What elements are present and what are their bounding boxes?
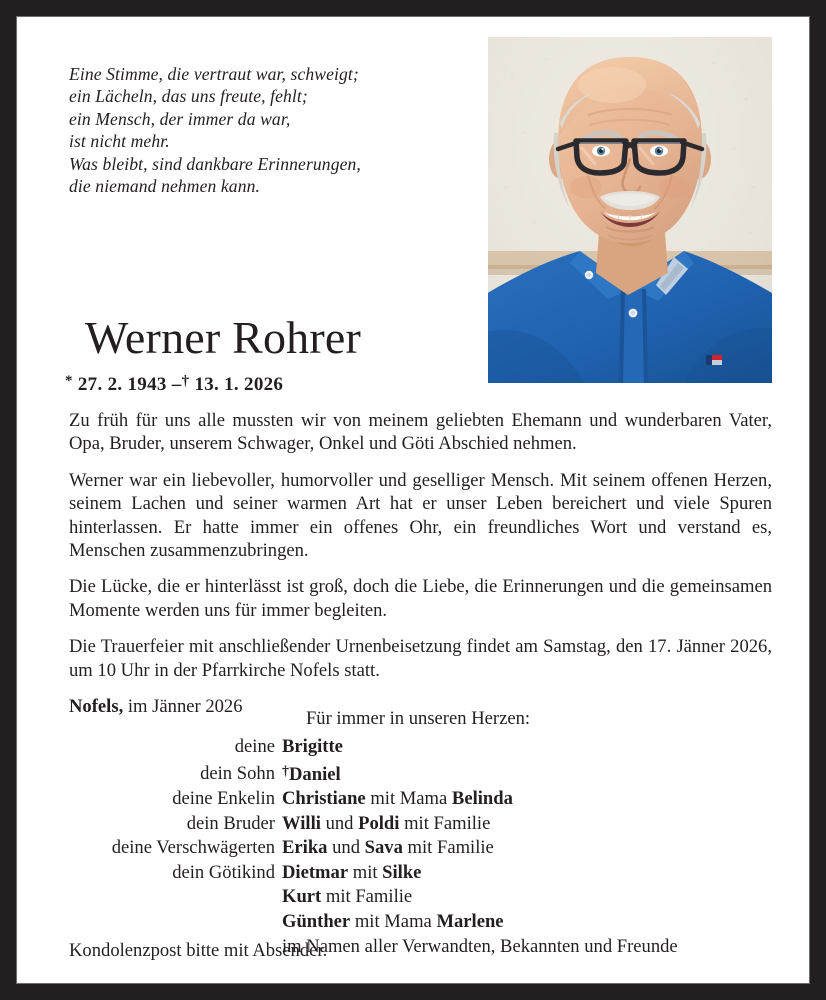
survivor-connector: und	[327, 837, 365, 859]
survivor-relation: deine	[234, 736, 275, 757]
survivor-connector: und	[320, 812, 359, 834]
survivor-row	[17, 861, 809, 886]
life-dates	[65, 373, 283, 396]
survivor-name	[282, 812, 809, 837]
survivor-connector: mit Mama	[365, 787, 452, 809]
survivor-name	[282, 735, 809, 760]
survivor-name	[282, 760, 809, 787]
survivor-secondary-name: Sava	[364, 837, 403, 859]
survivors-list	[17, 735, 809, 959]
survivor-primary-name: Dietmar	[282, 861, 349, 883]
deceased-name: Werner Rohrer	[85, 312, 362, 363]
survivor-secondary-name: Silke	[382, 861, 422, 883]
dedication-block	[17, 707, 809, 959]
survivor-relation: dein Bruder	[186, 812, 275, 834]
survivor-primary-name: Günther	[282, 910, 351, 932]
date-separator: –	[171, 373, 182, 395]
survivor-tail: mit Familie	[321, 886, 413, 908]
survivor-primary-name: Erika	[282, 837, 328, 859]
survivor-secondary-name: Poldi	[358, 812, 400, 834]
survivor-tail: mit Familie	[399, 812, 491, 834]
survivor-primary-name: Kurt	[282, 886, 322, 908]
notice-date: im Jänner 2026	[123, 696, 243, 718]
notice-inner-panel	[16, 16, 810, 984]
survivor-name	[282, 885, 809, 910]
poem-line: die niemand nehmen kann.	[69, 176, 260, 197]
obituary-body	[69, 409, 772, 731]
survivor-row	[17, 787, 809, 812]
survivors-closing-text: im Namen aller Verwandten, Bekannten und Freunde	[282, 935, 678, 957]
body-paragraph: Werner war ein liebevoller, humorvoller und geselliger Mensch. Mit seinem offenen Herzen, seinem Lachen und seiner warmen Art hat er unser Leben bereichert und viele Spuren hinterlassen. Er hatte immer ein offenes Ohr, ein freundliches Wort und verstand es, Menschen zusammenzubringen.	[69, 469, 772, 562]
deceased-cross-icon: †	[282, 763, 289, 779]
survivor-primary-name: Christiane	[282, 787, 366, 809]
death-date: 13. 1. 2026	[194, 373, 284, 395]
survivor-name	[282, 787, 809, 812]
survivor-name	[282, 836, 809, 861]
survivor-connector: mit	[348, 861, 383, 883]
survivor-row	[17, 760, 809, 787]
survivor-tail: mit Familie	[402, 837, 494, 859]
poem-line: Eine Stimme, die vertraut war, schweigt;	[69, 64, 359, 84]
survivor-relation: dein Götikind	[172, 861, 275, 883]
poem-line: ein Mensch, der immer da war,	[69, 108, 291, 129]
survivor-row	[17, 812, 809, 837]
survivor-secondary-name: Marlene	[436, 910, 504, 932]
survivor-relation: deine Verschwägerten	[111, 837, 275, 859]
place-name: Nofels,	[69, 696, 124, 718]
death-cross-icon: †	[181, 373, 190, 390]
survivor-row	[17, 910, 809, 935]
survivor-name	[282, 910, 809, 935]
body-paragraph: Die Lücke, die er hinterlässt ist groß, doch die Liebe, die Erinnerungen und die gemeinsamen Momente werden uns für immer begleiten.	[69, 576, 772, 621]
poem-line: ein Lächeln, das uns freute, fehlt;	[69, 86, 308, 107]
body-paragraph: Die Trauerfeier mit anschließender Urnenbeisetzung findet am Samstag, den 17. Jänner 2026, um 10 Uhr in der Pfarrkirche Nofels statt.	[69, 636, 772, 681]
survivor-primary-name: Daniel	[289, 763, 341, 785]
survivor-row	[17, 836, 809, 861]
condolence-note: Kondolenzpost bitte mit Absender.	[69, 940, 328, 961]
survivor-relation: deine Enkelin	[172, 787, 275, 809]
survivor-name	[282, 861, 809, 886]
survivor-relation: dein Sohn	[200, 763, 275, 785]
survivor-secondary-name: Belinda	[451, 787, 513, 809]
survivor-row	[17, 735, 809, 760]
survivor-connector: mit Mama	[350, 910, 437, 932]
birth-date: 27. 2. 1943	[77, 373, 167, 395]
survivor-row	[17, 885, 809, 910]
poem-line: ist nicht mehr.	[69, 131, 170, 152]
birth-star-icon: *	[65, 373, 73, 389]
poem-line: Was bleibt, sind dankbare Erinnerungen,	[69, 153, 361, 174]
body-paragraph: Zu früh für uns alle mussten wir von meinem geliebten Ehemann und wunderbaren Vater, Opa, Bruder, unserem Schwager, Onkel und Göti Abschied nehmen.	[69, 410, 772, 455]
memorial-poem	[69, 63, 469, 197]
dedication-heading: Für immer in unseren Herzen:	[305, 708, 531, 729]
survivor-primary-name: Brigitte	[282, 736, 343, 757]
portrait-photo	[488, 37, 772, 383]
survivor-primary-name: Willi	[282, 812, 321, 834]
